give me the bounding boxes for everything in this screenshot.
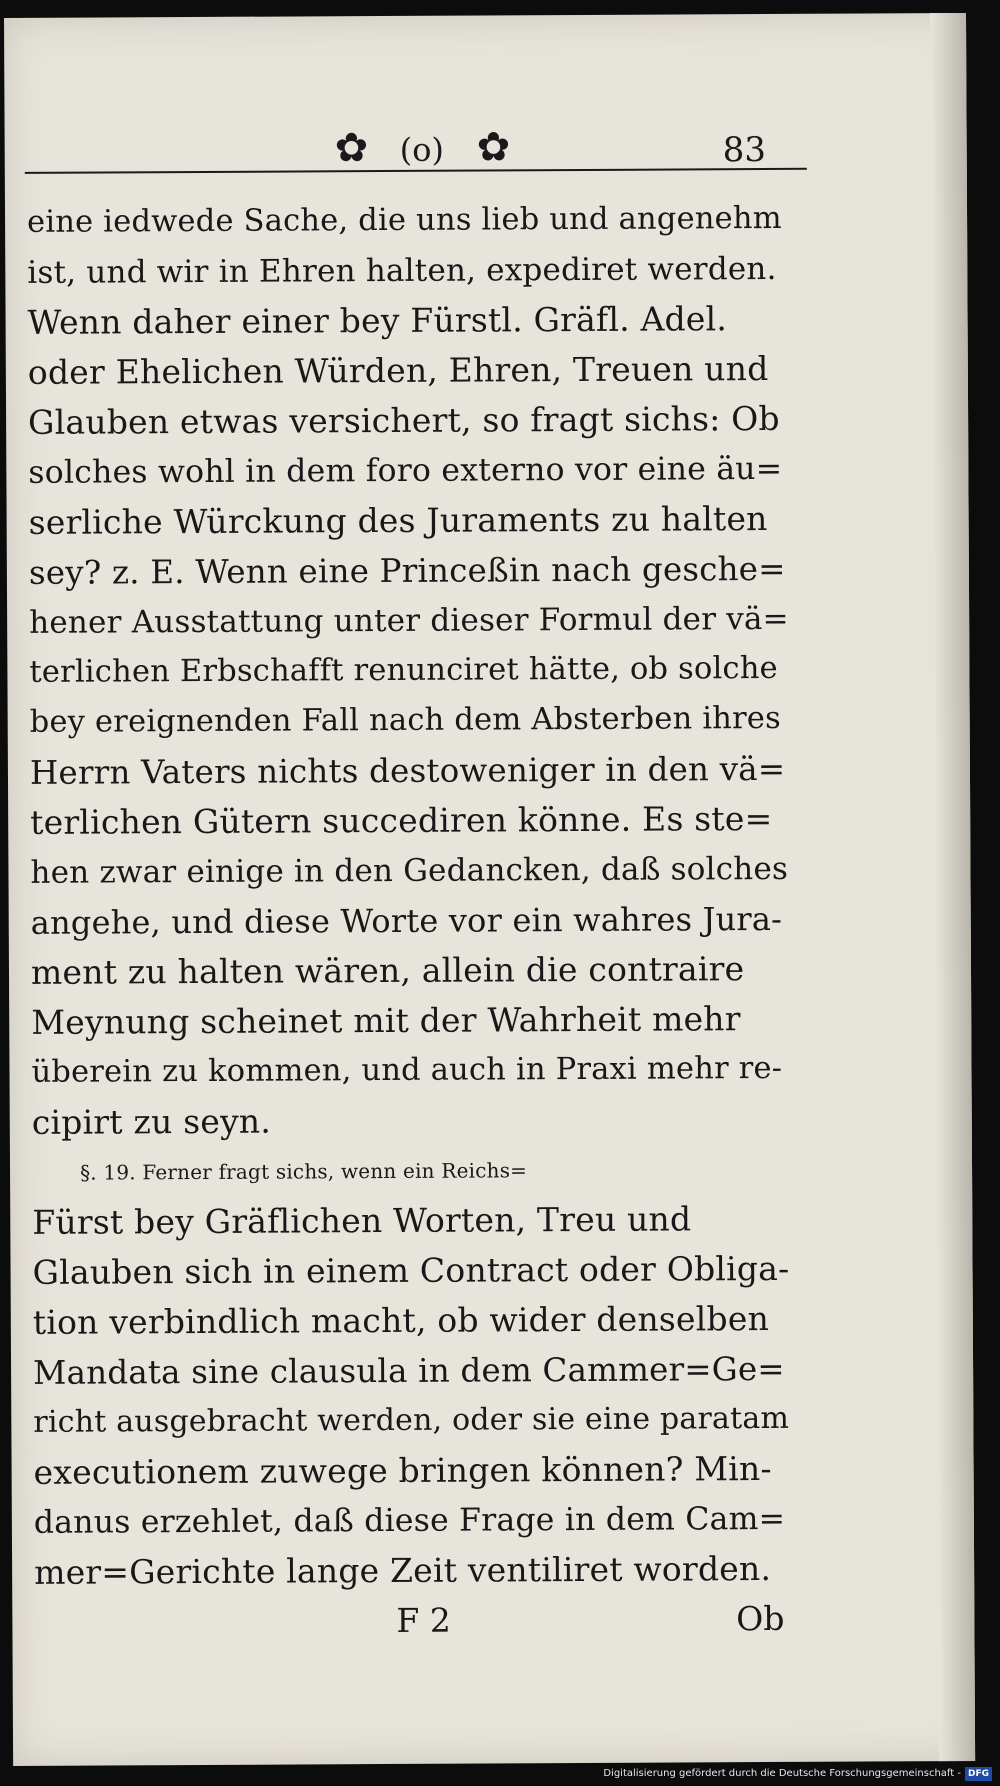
signature-mark: F 2: [396, 1600, 451, 1640]
page-footer: [34, 1594, 794, 1648]
text-line: hener Ausstattung unter dieser Formul der vä=: [29, 600, 789, 641]
text-line: solches wohl in dem foro externo vor eine äu=: [28, 450, 783, 491]
page-number: 83: [722, 130, 767, 171]
text-line: sey? z. E. Wenn eine Princeßin nach gesche=: [28, 549, 786, 592]
text-line: executionem zuwege bringen können? Min-: [33, 1448, 772, 1492]
text-line: serliche Würckung des Juraments zu halten: [28, 499, 768, 542]
text-line: überein zu kommen, und auch in Praxi mehr re-: [31, 1050, 783, 1090]
text-line: ist, und wir in Ehren halten, expediret werden.: [27, 250, 777, 291]
book-page: [4, 13, 975, 1766]
flower-ornament-icon: ✿: [334, 125, 369, 172]
page-header: [24, 106, 806, 180]
text-line: Mandata sine clausula in dem Cammer=Ge=: [32, 1349, 785, 1392]
text-line: Glauben etwas versichert, so fragt sichs: Ob: [28, 398, 780, 442]
digitization-credit: [603, 1766, 992, 1782]
text-line: Wenn daher einer bey Fürstl. Gräfl. Adel.: [27, 299, 728, 342]
text-line: terlichen Gütern succediren könne. Es ste=: [30, 798, 773, 842]
flower-ornament-icon: ✿: [476, 124, 511, 171]
text-line: hen zwar einige in den Gedancken, daß solches: [30, 850, 789, 891]
text-line: ment zu halten wären, allein die contraire: [30, 949, 745, 992]
text-line: Glauben sich in einem Contract oder Obliga-: [32, 1248, 790, 1292]
text-line: oder Ehelichen Würden, Ehren, Treuen und: [27, 349, 769, 392]
page-spine-shadow: [930, 13, 975, 1761]
catchword: Ob: [736, 1598, 785, 1639]
text-line: bey ereignenden Fall nach dem Absterben ihres: [29, 700, 782, 740]
body-text: [27, 194, 794, 1598]
text-line: eine iedwede Sache, die uns lieb und angenehm: [26, 200, 782, 240]
text-line: danus erzehlet, daß diese Frage in dem Cam=: [33, 1500, 786, 1541]
text-line: cipirt zu seyn.: [31, 1101, 272, 1142]
paragraph-start-line: §. 19. Ferner fragt sichs, wenn ein Reichs=: [79, 1158, 528, 1185]
credit-text: Digitalisierung gefördert durch die Deutsche Forschungsgemeinschaft -: [603, 1768, 961, 1779]
text-line: Meynung scheinet mit der Wahrheit mehr: [31, 999, 741, 1042]
text-line: Fürst bey Gräflichen Worten, Treu und: [32, 1199, 692, 1242]
text-line: richt ausgebracht werden, oder sie eine paratam: [33, 1400, 790, 1440]
text-line: Herrn Vaters nichts destoweniger in den vä=: [29, 749, 786, 792]
text-line: terlichen Erbschafft renunciret hätte, ob solche: [29, 650, 778, 690]
text-line: tion verbindlich macht, ob wider denselben: [32, 1299, 770, 1342]
dfg-logo: DFG: [965, 1767, 992, 1781]
header-mark: (o): [399, 130, 445, 169]
text-line: angehe, und diese Worte vor ein wahres Jura-: [30, 899, 783, 942]
text-line: mer=Gerichte lange Zeit ventiliret worden.: [34, 1549, 772, 1592]
